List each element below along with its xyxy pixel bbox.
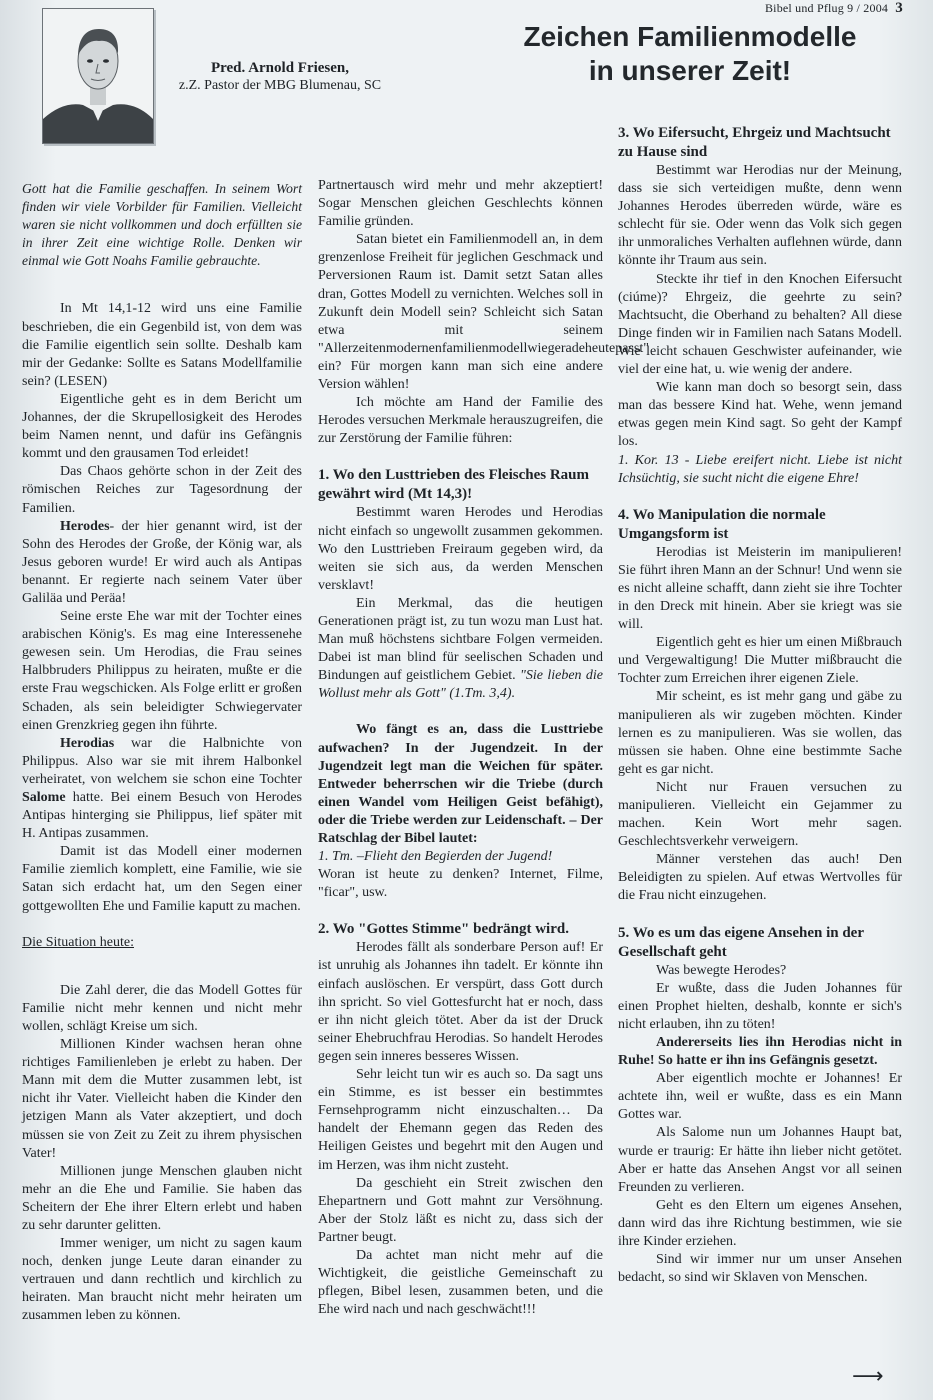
paragraph-text: hatte. Bei einem Besuch von Herodes Antipas hinterging sie Philippus, lief später mit H. Antipas zusammen. bbox=[22, 790, 302, 842]
paragraph: Sehr leicht tun wir es auch so. Da sagt uns ein Stimme, es ist besser ein bestimmtes Fernsehprogramm nicht einzuschalten… Da handelt der Ehemann gegen das Reden des Heiligen Geistes und begehrt mit den Augen und im Herzen, was ihm nicht zusteht. bbox=[318, 1067, 603, 1173]
paragraph: Damit ist das Modell einer modernen Familie ziemlich komplett, eine Familie, wie sie Satan sich erdacht hat, um den Segen einer gottgewollten Ehe und Familie kaputt zu machen. bbox=[22, 844, 302, 914]
section-heading-5: 5. Wo es um das eigene Ansehen in der Gesellschaft geht bbox=[618, 924, 864, 960]
portrait-sketch-icon bbox=[43, 9, 153, 143]
paragraph: Millionen Kinder wachsen heran ohne richtiges Familienleben je erlebt zu haben. Der Mann mit dem die Mutter zusammen lebt, ist nicht ihr Vater. Vielleicht haben die Kinder den jetzigen Mann als Vater akzeptiert, und doch müssen sie von Zeit zu Zeit zu ihrem physischen Vater! bbox=[22, 1037, 302, 1161]
bible-quote: 1. Tm. –Flieht den Begierden der Jugend! bbox=[318, 849, 553, 865]
title-line-2: in unserer Zeit! bbox=[588, 55, 792, 86]
title-line-1: Zeichen Familienmodelle bbox=[523, 21, 857, 52]
section-heading-4: 4. Wo Manipulation die normale Umgangsform ist bbox=[618, 506, 826, 542]
paragraph: Die Zahl derer, die das Modell Gottes für Familie nicht mehr kennen und nicht mehr wollen, schlägt Kreise um sich. bbox=[22, 982, 302, 1034]
paragraph bbox=[318, 595, 603, 704]
name-herodias: Herodias bbox=[60, 735, 115, 751]
article-title bbox=[470, 20, 910, 88]
bible-quote: 1. Kor. 13 - Liebe ereifert nicht. Liebe ist nicht Ichsüchtig, sie sucht nicht die eigene Ehre! bbox=[618, 452, 902, 486]
paragraph: Aber eigentlich mochte er Johannes! Er achtete ihn, weil er wußte, dass es ein Mann Gottes war. bbox=[618, 1071, 902, 1123]
bible-quote: "Sie lieben die Wollust mehr als Gott" (1.Tm. 3,4). bbox=[318, 668, 603, 702]
author-portrait-photo bbox=[42, 8, 154, 144]
paragraph: Er wußte, dass die Juden Johannes für einen Prophet hielten, deshalb, konnte er sich's nicht erlauben, ihn zu töten! bbox=[618, 980, 902, 1032]
paragraph: Das Chaos gehörte schon in der Zeit des römischen Reiches zur Tagesordnung der Familien. bbox=[22, 464, 302, 516]
paragraph: Was bewegte Herodes? bbox=[656, 962, 787, 978]
subheading: Die Situation heute: bbox=[22, 934, 134, 950]
paragraph: Als Salome nun um Johannes Haupt bat, wurde er traurig: Er hätte ihn lieber nicht getötet. Aber er hatte das Ansehen Angst vor all seinen Freunden zu verlieren. bbox=[618, 1125, 902, 1195]
paragraph: Mir scheint, es ist mehr gang und gäbe zu manipulieren als wir zugeben möchten. Kinder lernen es zu manipulieren. Was sie wollen, das müssen sie haben. Ohne eine bestimmte Sache geht es gar nicht. bbox=[618, 689, 902, 777]
paragraph: Steckte ihr tief in den Knochen Eifersucht (ciúme)? Ehrgeiz, die geehrte zu sein? Machtsucht, die Oberhand zu behalten? All diese Dinge finden wir in Familien nach Satans Modell. Wie leicht schauen Geschwister aufeinander, wie viel der eine hat, u. wie wenig der andere. bbox=[618, 271, 902, 378]
paragraph: Eigentlich geht es hier um einen Mißbrauch und Vergewaltigung! Die Mutter mißbraucht die Tochter zum Erreichen ihrer eigenen Ziele. bbox=[618, 635, 902, 687]
paragraph: Herodias ist Meisterin im manipulieren! Sie führt ihren Mann an der Schnur! Und wenn sie es nicht alleine schafft, dann zieht sie ihre Tochter in den Dreck mit hinein. Aber sie kriegt was sie will. bbox=[618, 544, 902, 633]
arrow-right-icon: ⟶ bbox=[852, 1364, 884, 1389]
paragraph-text: Ein Merkmal, das die heutigen Generationen prägt ist, zu tun wozu man Lust hat. Man muß höchstens sichtbare Folgen vermeiden. Dabei ist man blind für seelischen Schaden und Bindungen auf geistlichem Gebiet. bbox=[318, 595, 603, 684]
paragraph: Sind wir immer nur um unser Ansehen bedacht, so sind wir Sklaven von Menschen. bbox=[618, 1252, 902, 1286]
paragraph: Eigentliche geht es in dem Bericht um Johannes, der die Skrupellosigkeit des Herodes beim Namen nennt, und dafür ins Gefängnis kommt und den grausamen Tod erleidet! bbox=[22, 391, 302, 462]
paragraph: Männer verstehen das auch! Den Beleidigten zu spielen. Auf etwas Wertvolles für die Frau nicht einzugehen. bbox=[618, 852, 902, 904]
paragraph: Bestimmt war Herodias nur der Meinung, dass sie sich verteidigen mußte, denn wenn Johannes Herodes überreden würde, wäre es schlecht für sie. Oder wenn das Volk sich gegen ihr unmoraliches Verhalten auflehnen würde, dann könnte ihr Traum aus sein. bbox=[618, 163, 902, 269]
column-2 bbox=[318, 177, 649, 1319]
paragraph: Nicht nur Frauen versuchen zu manipulieren. Vielleicht ein Gejammer zu machen. Kein Wort mehr sagen. Geschlechtsverkehr verweigern. bbox=[618, 779, 902, 850]
paragraph: In Mt 14,1-12 wird uns eine Familie beschrieben, die ein Gegenbild ist, von dem was die Familie eigentlich sein sollte. Deshalb kam mir der Gedanke: Sollte es Satans Modellfamilie sein? (LESEN) bbox=[22, 301, 302, 389]
paragraph-text: - der hier genannt wird, ist der Sohn des Herodes der Große, der König war, als Jesus geboren wurde! Er wird auch als Antipas benannt. Er regierte nach seinem Vater über Galiläa und Peräa! bbox=[22, 518, 302, 606]
bold-paragraph: Wo fängt es an, dass die Lusttriebe aufwachen? In der Jugendzeit. In der Jugendzeit legt man die Weichen für später. Entweder beherrschen wir die Triebe (durch einen Wandel vom Heiligen Geist befähigt), oder die Triebe werden zur Leidenschaft. – Der Ratschlag der Bibel lautet: bbox=[318, 722, 603, 846]
paragraph: Woran ist heute zu denken? Internet, Filme, "ficar", usw. bbox=[318, 867, 603, 901]
paragraph: Geht es den Eltern um eigenes Ansehen, dann wird das ihre Richtung bestimmen, wie sie ihre Kinder erziehen. bbox=[618, 1197, 902, 1249]
paragraph: Immer weniger, um nicht zu sagen kaum noch, denken junge Leute daran einander zu vertrauen und dann rechtlich und kirchlich zu heiraten. Man braucht nicht mehr heiraten um zusammen leben zu können. bbox=[22, 1236, 302, 1324]
column-1 bbox=[22, 180, 302, 1326]
paragraph: Seine erste Ehe war mit der Tochter eines arabischen König's. Es mag eine Interessenehe gewesen sein. Um Herodias, die Frau seines Halbbruders Philippus zu heiraten, mußte er die erste Frau wegschicken. Als Folge erlitt er großen Schaden, als sein beleidigter Schwiegervater einen Grenzkrieg gegen ihn führte. bbox=[22, 609, 302, 733]
section-heading-2: 2. Wo "Gottes Stimme" bedrängt wird. bbox=[318, 921, 569, 938]
paragraph: Da geschieht ein Streit zwischen den Ehepartnern und Gott mahnt zur Versöhnung. Aber der Stolz läßt es nicht zu, dass sich der Partner beugt. bbox=[318, 1175, 603, 1245]
paragraph: Satan bietet ein Familienmodell an, in dem grenzenlose Freiheit für jeglichen Geschmack und Perversionen Raum ist. Damit setzt Satan alles dran, Gottes Modell zu vernichten. Welches soll in Zukunft dein Modell sein? Schleicht sich Satan etwa mit seinem "Allerzeitenmodernenfamilienmodellwiegeradeheutepasst" ein? Für morgen kann man sich eine andere Version wählen! bbox=[318, 232, 649, 393]
name-herodes: Herodes bbox=[60, 518, 110, 534]
paragraph: Ich möchte am Hand der Familie des Herodes versuchen Merkmale herauszugreifen, die zur Zerstörung der Familie führen: bbox=[318, 395, 603, 447]
lead-paragraph: Gott hat die Familie geschaffen. In seinem Wort finden wir viele Vorbilder für Familien. Vielleicht waren sie nicht vollkommen und doch erfüllten sie in ihrer Zeit eine wichtige Rolle. Denken wir einmal wie Gott Noahs Familie gebrauchte. bbox=[22, 181, 302, 269]
author-role: z.Z. Pastor der MBG Blumenau, SC bbox=[178, 78, 382, 93]
paragraph: Bestimmt waren Herodes und Herodias nicht einfach so ungewollt zusammen gekommen. Wo den Lusttrieben Freiraum gegeben wird, da weiten sie sich aus, da werden Menschen versklavt! bbox=[318, 505, 603, 593]
author-name: Pred. Arnold Friesen, bbox=[210, 60, 350, 76]
name-salome: Salome bbox=[22, 790, 66, 805]
paragraph: Da achtet man nicht mehr auf die Wichtigkeit, die geistliche Gemeinschaft zu pflegen, Bibel lesen, zusammen beten, und die Ehe wird nach und nach geschwächt!!! bbox=[318, 1247, 603, 1318]
running-header bbox=[765, 0, 903, 17]
issue-label: Bibel und Pflug 9 / 2004 bbox=[764, 1, 889, 15]
paragraph-text: war die Halbnichte von Philippus. Also war sie mit ihrem Halbonkel verheiratet, von welchem sie schon eine Tochter bbox=[22, 735, 302, 787]
paragraph: Herodes fällt als sonderbare Person auf! Er ist unruhig als Johannes ihn tadelt. Er könnte ihn einfach auslöschen. Er verspürt, dass Gott durch ihn spricht. So viel Gottesfurcht hat er noch, dass er ihn nicht gleich tötet. Aber da ist der Druck seiner Ehebruchfrau Herodias. So handelt Herodes gegen sein inneres besseres Wissen. bbox=[318, 940, 603, 1064]
author-block bbox=[150, 60, 410, 94]
column-3 bbox=[618, 124, 902, 1287]
paragraph bbox=[22, 518, 302, 608]
paragraph bbox=[22, 735, 302, 844]
section-heading-3: 3. Wo Eifersucht, Ehrgeiz und Machtsucht zu Hause sind bbox=[618, 125, 891, 160]
section-heading-1: 1. Wo den Lusttrieben des Fleisches Raum gewährt wird (Mt 14,3)! bbox=[318, 467, 589, 503]
page-number: 3 bbox=[895, 0, 903, 16]
paragraph: Partnertausch wird mehr und mehr akzeptiert! Sogar Menschen gleichen Geschlechts können Familie gründen. bbox=[318, 178, 603, 230]
paragraph: Wie kann man doch so besorgt sein, dass man das bessere Kind hat. Wehe, wenn jemand etwas gegen mein Kind sagt. So geht der Kampf los. bbox=[618, 380, 902, 450]
bold-paragraph: Andererseits lies ihn Herodias nicht in Ruhe! So hatte er ihn ins Gefängnis gesetzt. bbox=[618, 1034, 902, 1069]
paragraph: Millionen junge Menschen glauben nicht mehr an die Ehe und Familie. Sie haben das Scheitern der Ehe ihrer Eltern erlebt und haben zu sehr darunter gelitten. bbox=[22, 1163, 302, 1233]
